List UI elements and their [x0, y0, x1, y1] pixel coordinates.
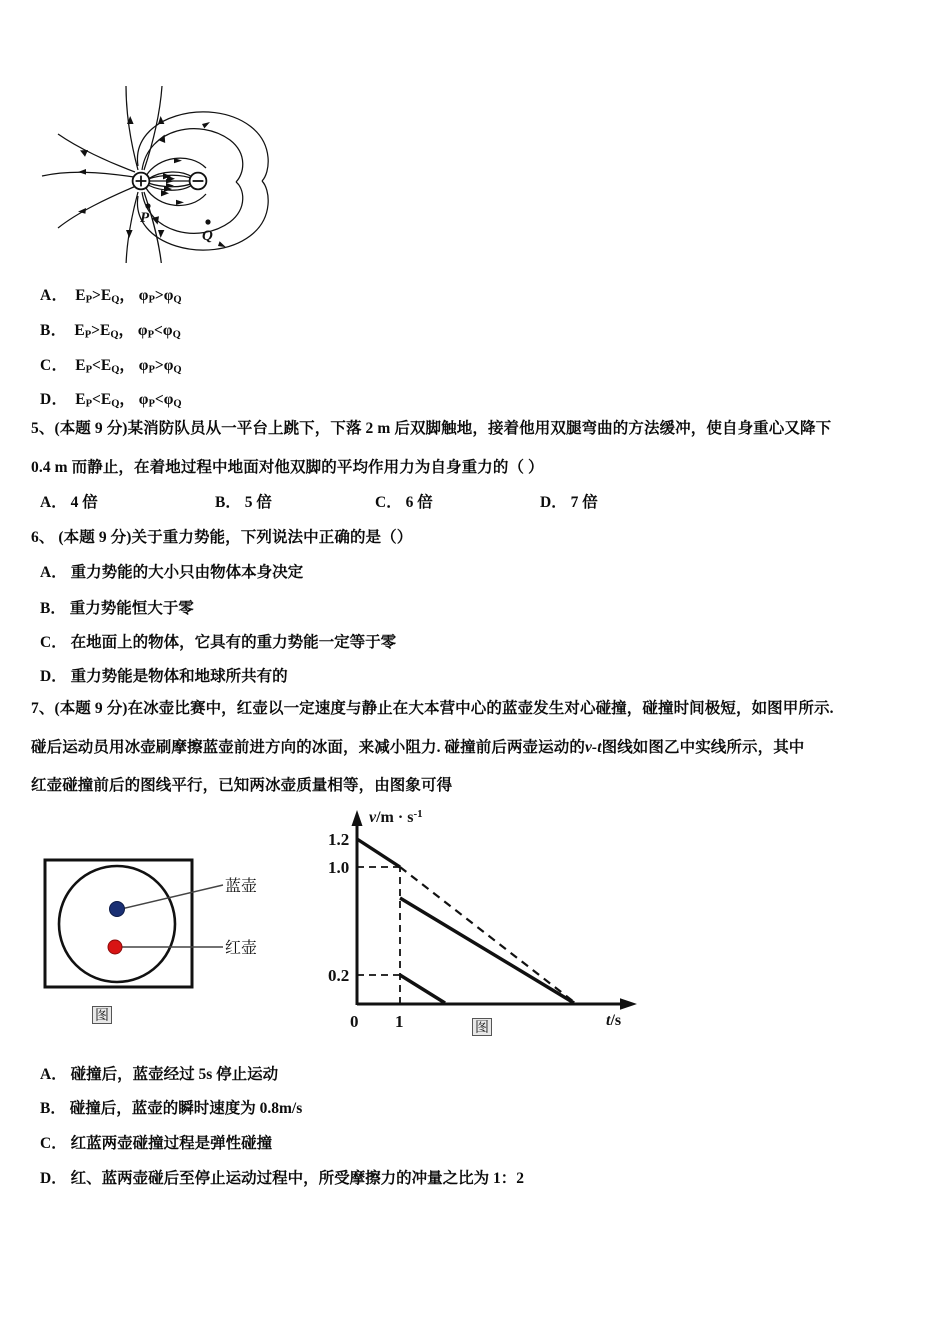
q6-option-d-text: 重力势能是物体和地球所共有的 — [70, 668, 288, 685]
red-stone-label: 红壶 — [225, 940, 258, 957]
dipole-point-p-label: P — [140, 210, 150, 226]
q6-option-a-letter: A． — [40, 564, 67, 581]
blue-stone-label: 蓝壶 — [225, 878, 258, 895]
q5-option-d-letter: D． — [540, 494, 567, 511]
q7-option-c — [40, 1135, 272, 1152]
vt-x-tick-1: 1 — [395, 1012, 404, 1031]
q5-option-a-letter: A． — [40, 494, 67, 511]
vt-x-axis-arrow — [620, 998, 637, 1010]
q7-option-a-letter: A． — [40, 1066, 67, 1083]
q4-option-d — [40, 391, 182, 410]
figure-jia-caption: 图 — [92, 1006, 112, 1024]
q4-option-a-text: $E_P>E_Q$， $\varphi_P>\varphi_Q$ — [75, 287, 182, 306]
q7-stem-line2-part1: 碰后运动员用冰壶刷摩擦蓝壶前进方向的冰面，来减小阻力. 碰撞前后两壶运动的 — [31, 739, 585, 756]
curling-house-diagram — [38, 852, 318, 1042]
q4-option-a-letter: A． — [40, 287, 68, 304]
q7-option-b-letter: B． — [40, 1100, 66, 1117]
blue-stone-marker — [110, 902, 125, 917]
q6-option-d-letter: D． — [40, 668, 67, 685]
q5-stem-line2: 0.4 m 而静止，在着地过程中地面对他双脚的平均作用力为自身重力的（ ） — [31, 459, 544, 476]
curling-house-box — [45, 860, 192, 987]
q6-option-b-letter: B． — [40, 600, 66, 617]
vt-x-tick-0: 0 — [350, 1012, 359, 1031]
q7-stem-vt-symbol: v-t — [584, 739, 602, 756]
q7-option-d-text: 红、蓝两壶碰后至停止运动过程中，所受摩擦力的冲量之比为 1：2 — [70, 1170, 524, 1187]
q4-option-b — [40, 322, 181, 341]
velocity-time-graph — [328, 802, 658, 1052]
q7-option-b-text: 碰撞后，蓝壶的瞬时速度为 0.8m/s — [69, 1100, 303, 1117]
vt-series-red-after — [400, 975, 445, 1003]
q7-option-d-letter: D． — [40, 1170, 67, 1187]
q5-option-c-letter: C． — [375, 494, 402, 511]
q5-stem-line1: 5、(本题 9 分)某消防队员从一平台上跳下，下落 2 m 后双脚触地，接着他用双腿弯曲的方法缓冲，使自身重心又降下 — [31, 420, 832, 437]
q5-option-b-letter: B． — [215, 494, 241, 511]
q5-option-c-text: 6 倍 — [405, 494, 433, 511]
q5-option-c — [375, 494, 433, 511]
q7-stem-line1: 7、(本题 9 分)在冰壶比赛中，红壶以一定速度与静止在大本营中心的蓝壶发生对心碰撞，碰撞时间极短，如图甲所示. — [31, 700, 834, 717]
q4-option-c-text: $E_P<E_Q$， $\varphi_P>\varphi_Q$ — [75, 357, 182, 376]
q4-option-c — [40, 357, 182, 376]
vt-series-red-before — [357, 839, 400, 867]
q7-stem-line2-part2: 图线如图乙中实线所示，其中 — [601, 739, 805, 756]
q5-option-b — [215, 494, 272, 511]
q6-option-b-text: 重力势能恒大于零 — [69, 600, 194, 617]
vt-y-tick-1_2: 1.2 — [328, 830, 350, 849]
vt-series-red-extrapolation — [400, 867, 574, 1002]
q4-option-c-letter: C． — [40, 357, 68, 374]
q6-option-d — [40, 668, 288, 685]
vt-graph-svg — [328, 802, 658, 1052]
red-stone-marker — [108, 940, 122, 954]
q5-option-d — [540, 494, 598, 511]
q4-option-a — [40, 287, 182, 306]
q5-option-a-text: 4 倍 — [70, 494, 98, 511]
vt-y-tick-1_0: 1.0 — [328, 858, 350, 877]
q4-option-b-text: $E_P>E_Q$， $\varphi_P<\varphi_Q$ — [74, 322, 181, 341]
vt-y-axis-label: $v/m \cdot s^{-1}$ — [369, 808, 423, 826]
q6-option-a-text: 重力势能的大小只由物体本身决定 — [70, 564, 304, 581]
q7-stem-line2 — [31, 739, 804, 756]
q7-option-d — [40, 1170, 524, 1187]
q5-option-d-text: 7 倍 — [570, 494, 598, 511]
q6-option-c-letter: C． — [40, 634, 67, 651]
vt-y-tick-0_2: 0.2 — [328, 966, 350, 985]
q5-option-a — [40, 494, 98, 511]
curling-house-svg — [38, 852, 318, 1042]
q4-option-d-letter: D． — [40, 391, 68, 408]
q7-option-c-text: 红蓝两壶碰撞过程是弹性碰撞 — [70, 1135, 273, 1152]
dipole-point-q-label: Q — [202, 228, 213, 244]
vt-y-axis-arrow — [352, 810, 363, 826]
q7-stem-line3: 红壶碰撞前后的图线平行，已知两冰壶质量相等，由图象可得 — [31, 777, 453, 794]
q6-stem: 6、 (本题 9 分)关于重力势能，下列说法中正确的是（） — [31, 529, 413, 546]
vt-x-axis-label: t/s — [606, 1012, 622, 1029]
q5-option-b-text: 5 倍 — [244, 494, 272, 511]
dipole-field-svg — [30, 78, 280, 263]
q4-option-b-letter: B． — [40, 322, 67, 339]
q6-option-c-text: 在地面上的物体，它具有的重力势能一定等于零 — [70, 634, 397, 651]
q4-option-d-text: $E_P<E_Q$， $\varphi_P<\varphi_Q$ — [75, 391, 182, 410]
q7-option-c-letter: C． — [40, 1135, 67, 1152]
q7-option-a — [40, 1066, 278, 1083]
q7-option-b — [40, 1100, 302, 1117]
figure-yi-caption: 图 — [472, 1018, 492, 1036]
q6-option-c — [40, 634, 396, 651]
q6-option-a — [40, 564, 303, 581]
q7-option-a-text: 碰撞后，蓝壶经过 5s 停止运动 — [70, 1066, 279, 1083]
vt-series-blue-after — [400, 898, 574, 1003]
electric-dipole-field-diagram — [30, 78, 280, 263]
q6-option-b — [40, 600, 194, 617]
